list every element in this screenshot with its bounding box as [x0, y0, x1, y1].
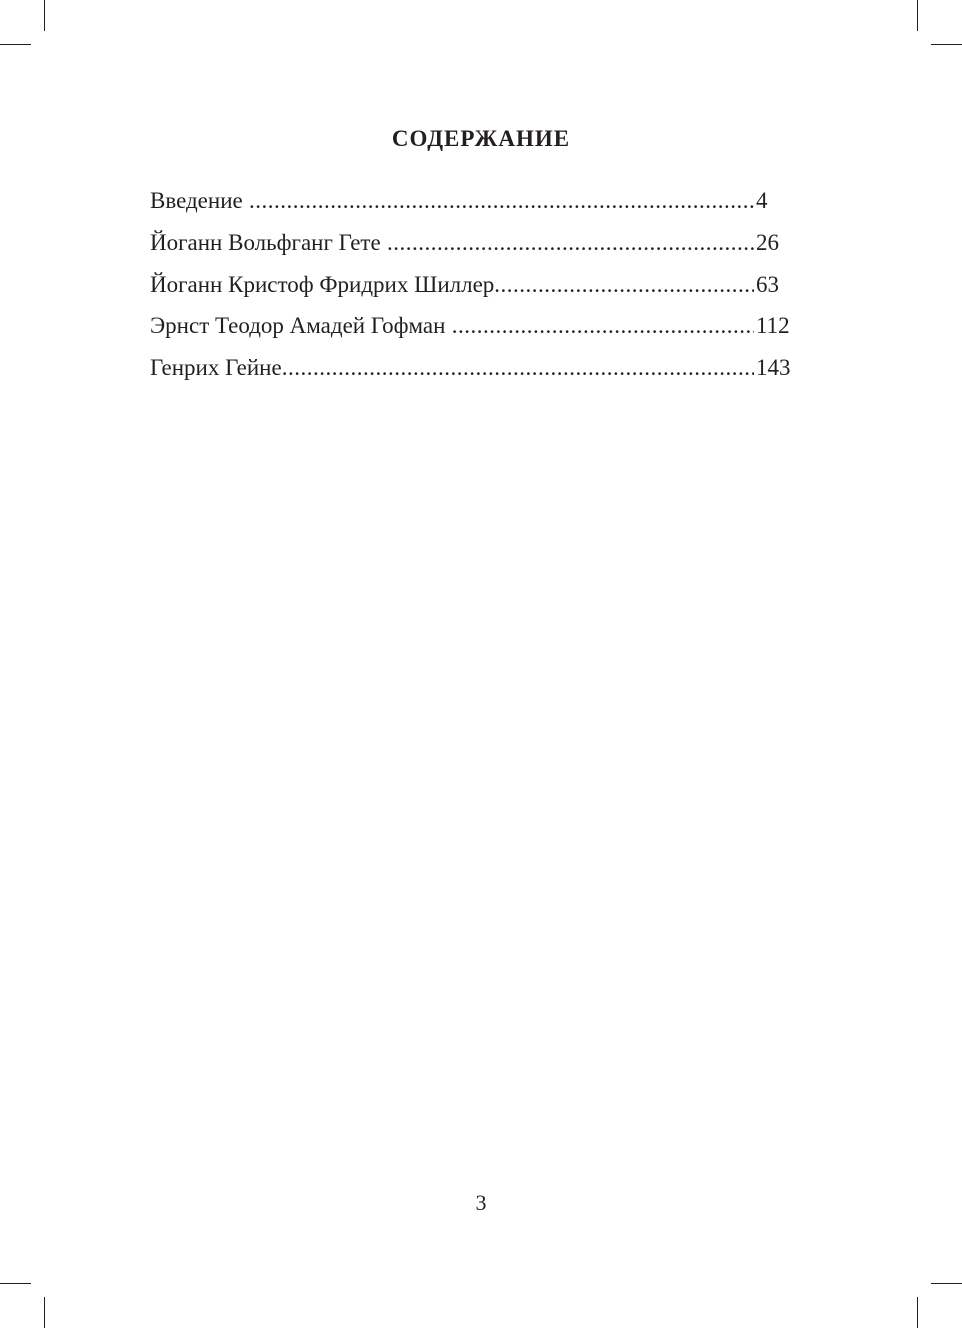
toc-entry-page: 143 — [756, 355, 791, 381]
toc-dot-leader — [282, 351, 754, 385]
toc-entry[interactable] — [150, 309, 796, 351]
crop-mark — [931, 1283, 962, 1284]
toc-dot-leader — [494, 268, 754, 302]
toc-dot-leader — [243, 184, 754, 218]
crop-mark — [917, 1297, 918, 1328]
toc-entry[interactable] — [150, 351, 796, 393]
toc-entry[interactable] — [150, 184, 796, 226]
page-title: СОДЕРЖАНИЕ — [391, 126, 571, 151]
toc-entry-label: Йоганн Кристоф Фридрих Шиллер — [150, 271, 495, 297]
crop-mark — [917, 0, 918, 31]
crop-mark — [44, 0, 45, 31]
toc-entry[interactable] — [150, 268, 796, 310]
toc-entry-page: 26 — [756, 229, 779, 255]
crop-mark — [931, 44, 962, 45]
toc-entry-label: Генрих Гейне — [150, 355, 282, 381]
toc-entry-page: 112 — [756, 313, 790, 339]
toc-entry-label: Эрнст Теодор Амадей Гофман — [150, 313, 446, 339]
toc-entry-label: Введение — [150, 188, 243, 213]
toc-entry-label: Йоганн Вольфганг Гете — [150, 229, 381, 255]
page-number: 3 — [475, 1190, 487, 1215]
crop-mark — [0, 1283, 31, 1284]
toc-dot-leader — [445, 309, 754, 343]
toc-entry[interactable] — [150, 226, 796, 268]
crop-mark — [0, 44, 31, 45]
toc-dot-leader — [381, 226, 754, 260]
toc-entry-page: 63 — [756, 271, 779, 297]
toc-entry-page: 4 — [756, 188, 768, 213]
table-of-contents — [150, 184, 796, 393]
crop-mark — [44, 1297, 45, 1328]
